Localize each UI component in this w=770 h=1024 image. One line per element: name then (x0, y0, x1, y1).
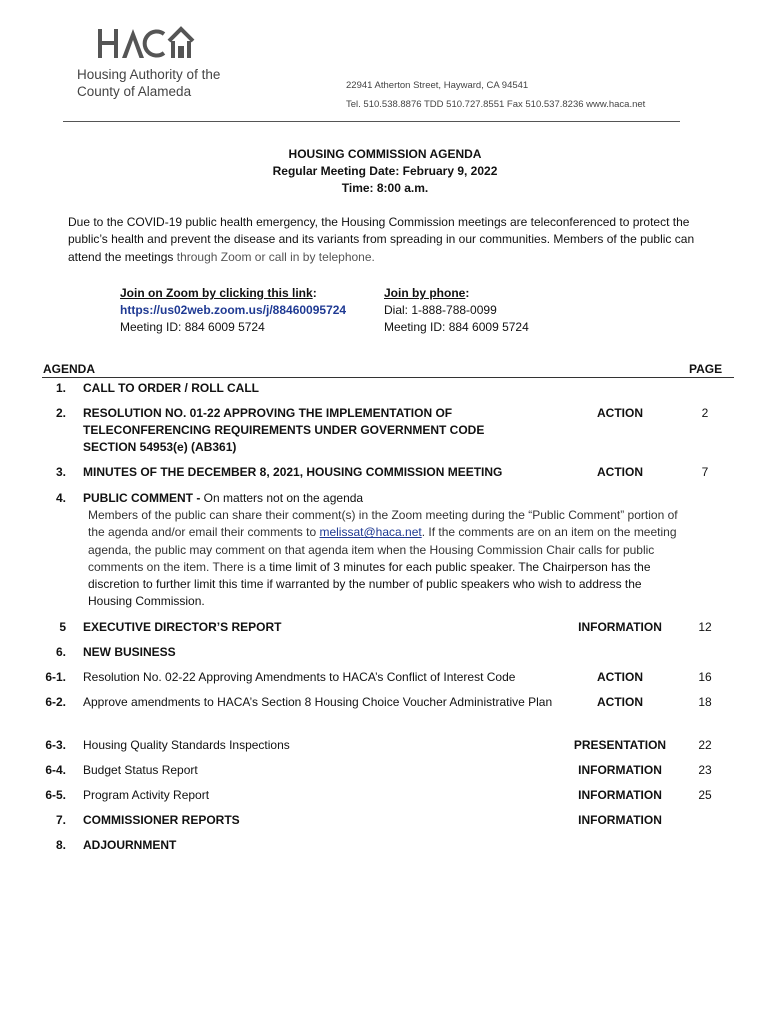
org-name (77, 66, 220, 100)
join-zoom-block: Join on Zoom by clicking this link: https://us02web.zoom.us/j/88460095724 Meeting ID: 884 6009 5724 (120, 286, 347, 334)
item-number: 6-4. (45, 763, 66, 777)
item-page: 16 (698, 670, 712, 684)
header-divider (63, 121, 680, 122)
item-text: RESOLUTION NO. 01-22 APPROVING THE IMPLEMENTATION OF TELECONFERENCING REQUIREMENTS UNDER GOVERNMENT CODE SECTION 54953(e) (AB361) (83, 406, 485, 454)
item-page: 7 (701, 465, 709, 479)
public-comment-body (88, 507, 688, 611)
zoom-meeting-id: Meeting ID: 884 6009 5724 (120, 320, 265, 334)
phone-meeting-id: Meeting ID: 884 6009 5724 (384, 320, 529, 334)
title-line3: Time: 8:00 a.m. (341, 181, 429, 195)
contact-info (346, 76, 645, 114)
item-number: 6-2. (45, 695, 66, 709)
phone-line: Tel. 510.538.8876 TDD 510.727.8551 Fax 510.537.8236 www.haca.net (346, 99, 646, 110)
item-text: Budget Status Report (83, 763, 198, 777)
item-action: ACTION (597, 670, 643, 684)
item-text: NEW BUSINESS (83, 645, 176, 659)
title-line1: HOUSING COMMISSION AGENDA (288, 147, 482, 161)
public-comment-part2: . If the comments are on an item on the meeting agenda, the public may comment on that agenda item when the Housing Commission Chair calls for public comments on the item. There is a (88, 525, 677, 574)
item-action: ACTION (597, 465, 643, 479)
title-line2: Regular Meeting Date: February 9, 2022 (272, 164, 498, 178)
item-page: 12 (698, 620, 712, 634)
item-page: 22 (698, 738, 712, 752)
org-name-line1: Housing Authority of the (77, 67, 221, 82)
item-number: 2. (55, 406, 66, 420)
item-number: 7. (55, 813, 66, 827)
item-number: 6-5. (45, 788, 66, 802)
item-page: 2 (701, 406, 709, 420)
item-text: EXECUTIVE DIRECTOR’S REPORT (83, 620, 282, 634)
item-number: 4. (55, 491, 66, 505)
agenda-divider (42, 377, 734, 378)
item-page: 18 (698, 695, 712, 709)
public-comment-part1: Members of the public can share their comment(s) in the Zoom meeting during the “Public Comment” portion of the agenda and/or email their comments to (88, 508, 678, 540)
address: 22941 Atherton Street, Hayward, CA 94541 (346, 80, 529, 91)
item-text: Resolution No. 02-22 Approving Amendments to HACA’s Conflict of Interest Code (83, 670, 516, 684)
item-text: Program Activity Report (83, 788, 210, 802)
haca-logo-icon (96, 26, 196, 60)
item-text: Approve amendments to HACA’s Section 8 Housing Choice Voucher Administrative Plan (83, 695, 553, 709)
item-text: MINUTES OF THE DECEMBER 8, 2021, HOUSING COMMISSION MEETING (83, 465, 503, 479)
item-number: 3. (55, 465, 66, 479)
item-text: CALL TO ORDER / ROLL CALL (83, 381, 259, 395)
intro-tail: through Zoom or call in by telephone. (173, 249, 375, 264)
phone-dial: Dial: 1-888-788-0099 (384, 303, 497, 317)
public-comment-part3: time limit of 3 minutes for each public speaker. The Chairperson has the discretion to further limit this time if warranted by the number of public speakers who wish to address the Housing Commission. (88, 559, 651, 609)
item-number: 6. (55, 645, 66, 659)
zoom-link[interactable]: https://us02web.zoom.us/j/88460095724 (120, 303, 347, 317)
intro-paragraph (68, 214, 708, 266)
item-number: 6-3. (45, 738, 66, 752)
item-text: ADJOURNMENT (83, 838, 177, 852)
item-action: INFORMATION (578, 788, 662, 802)
comment-email-link[interactable]: melissat@haca.net (319, 525, 422, 540)
item-action: INFORMATION (578, 813, 662, 827)
item-number: 5 (59, 620, 66, 634)
item-action: INFORMATION (578, 763, 662, 777)
item-text: COMMISSIONER REPORTS (83, 813, 240, 827)
item-page: 23 (698, 763, 712, 777)
item-text: Housing Quality Standards Inspections (83, 738, 290, 752)
agenda-title (0, 146, 770, 197)
item-number: 8. (55, 838, 66, 852)
join-phone-label: Join by phone (384, 286, 466, 300)
intro-main: Due to the COVID-19 public health emergency, the Housing Commission meetings are teleconferenced to protect the public’s health and prevent the disease and its variants from spreading in our communities. Members of the public can attend the meetings (68, 215, 695, 264)
agenda-heading: AGENDA (43, 362, 96, 376)
item-action: ACTION (597, 695, 643, 709)
item-number: 6-1. (45, 670, 66, 684)
item-action: PRESENTATION (573, 738, 667, 752)
item-action: ACTION (597, 406, 643, 420)
item-action: INFORMATION (578, 620, 662, 634)
item-text-tail: On matters not on the agenda (203, 491, 364, 505)
join-phone-block: Join by phone: Dial: 1-888-788-0099 Meeting ID: 884 6009 5724 (384, 286, 529, 334)
page-heading: PAGE (689, 362, 723, 376)
item-page: 25 (698, 788, 712, 802)
org-name-line2: County of Alameda (77, 84, 192, 99)
join-zoom-label: Join on Zoom by clicking this link (120, 286, 313, 300)
item-number: 1. (55, 381, 66, 395)
haca-logo (96, 26, 196, 65)
item-text: PUBLIC COMMENT - (83, 491, 204, 505)
